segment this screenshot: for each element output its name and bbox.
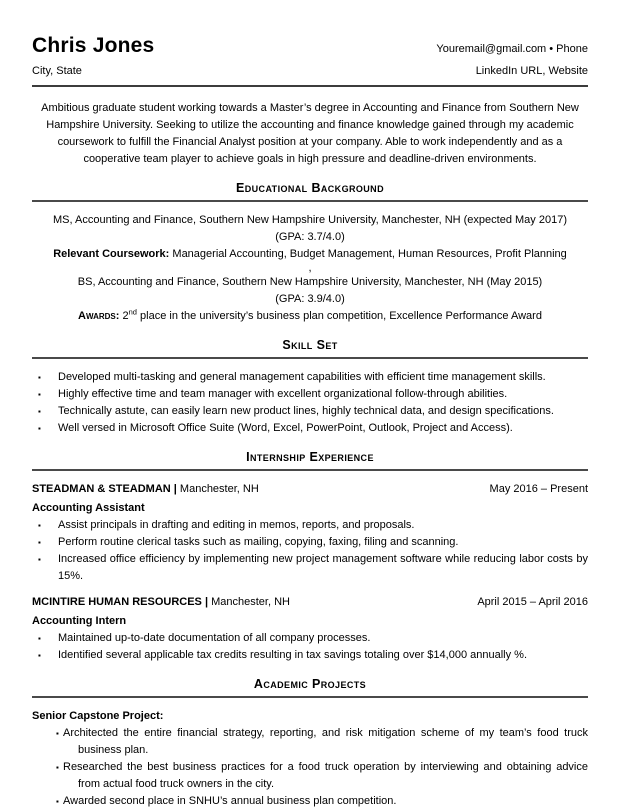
bullet-icon: ▪ xyxy=(38,555,41,564)
job-company-location xyxy=(32,481,259,498)
job-bullet xyxy=(32,534,588,551)
education-bs-gpa: (GPA: 3.9/4.0) xyxy=(275,293,345,305)
education-ms-gpa: (GPA: 3.7/4.0) xyxy=(275,231,345,243)
coursework-overflow-char: , xyxy=(308,262,312,274)
section-academic xyxy=(32,677,588,810)
coursework-text: Managerial Accounting, Budget Management, Human Resources, Profit Planning xyxy=(169,248,567,260)
bullet-icon: ▪ xyxy=(38,424,41,433)
header xyxy=(32,34,588,58)
project-bullet xyxy=(32,725,588,759)
header-row-2 xyxy=(32,63,588,80)
bullet-icon: ▪ xyxy=(38,634,41,643)
company-name: MCINTIRE HUMAN RESOURCES | xyxy=(32,596,209,608)
bullet-icon: ▪ xyxy=(38,651,41,660)
awards-ordinal-suffix: nd xyxy=(128,307,137,317)
company-name: STEADMAN & STEADMAN | xyxy=(32,483,177,495)
bullet-icon: ▪ xyxy=(56,763,59,772)
bullet-icon: ▪ xyxy=(38,407,41,416)
skill-text: Highly effective time and team manager with excellent organizational follow-through abilities. xyxy=(58,388,508,400)
job-role: Accounting Assistant xyxy=(32,502,145,514)
skill-item xyxy=(32,386,588,403)
summary-paragraph: Ambitious graduate student working towards a Master’s degree in Accounting and Finance from Southern New Hampshire University. Seeking to utilize the accounting and finance knowledge gained through my academic coursework to fulfill the Financial Analyst position at your company. Able to work independently and as a cooperative team player to achieve goals in high pressure and deadline-driven environments. xyxy=(41,102,579,165)
job-bullet-text: Increased office efficiency by implementing new project management software while reducing labor costs by 15%. xyxy=(58,553,588,582)
bullet-icon: ▪ xyxy=(56,797,59,806)
section-education xyxy=(32,181,588,325)
job-dates: April 2015 – April 2016 xyxy=(477,596,588,608)
job-bullet xyxy=(32,517,588,534)
job-bullet xyxy=(32,647,588,664)
awards-post: place in the university’s business plan competition, Excellence Performance Award xyxy=(136,310,542,322)
coursework-label: Relevant Coursework: xyxy=(53,248,170,260)
header-divider xyxy=(32,85,588,87)
education-awards-line xyxy=(32,308,588,325)
job-company-location xyxy=(32,594,290,611)
section-title-education: Educational Background xyxy=(32,181,588,202)
skill-text: Technically astute, can easily learn new product lines, highly technical data, and design specifications. xyxy=(58,405,554,417)
section-title-skills: Skill Set xyxy=(32,338,588,359)
skill-text: Well versed in Microsoft Office Suite (Word, Excel, PowerPoint, Outlook, Project and Access). xyxy=(58,422,513,434)
project-bullet-text: Architected the entire financial strategy, reporting, and risk mitigation scheme of my team’s food truck business plan. xyxy=(63,727,588,756)
job-dates: May 2016 – Present xyxy=(489,483,588,495)
company-location: Manchester, NH xyxy=(176,483,259,495)
company-location: Manchester, NH xyxy=(208,596,290,608)
job-bullet-text: Perform routine clerical tasks such as mailing, copying, faxing, filing and scanning. xyxy=(58,536,459,548)
skill-item xyxy=(32,420,588,437)
job-header xyxy=(32,481,588,498)
city-state: City, State xyxy=(32,65,82,77)
section-internship xyxy=(32,450,588,664)
job-bullet xyxy=(32,630,588,647)
awards-pre: 2 xyxy=(119,310,129,322)
section-title-academic: Academic Projects xyxy=(32,677,588,698)
section-skills xyxy=(32,338,588,437)
awards-label: Awards: xyxy=(78,310,120,322)
job-bullet-text: Assist principals in drafting and editing in memos, reports, and proposals. xyxy=(58,519,415,531)
email-phone: Youremail@gmail.com • Phone xyxy=(436,43,588,55)
project-bullet xyxy=(32,793,588,810)
person-name: Chris Jones xyxy=(32,34,155,57)
bullet-icon: ▪ xyxy=(38,390,41,399)
job-bullet-text: Maintained up-to-date documentation of all company processes. xyxy=(58,632,371,644)
bullet-icon: ▪ xyxy=(38,521,41,530)
skill-text: Developed multi-tasking and general management capabilities with efficient time management skills. xyxy=(58,371,546,383)
skill-item xyxy=(32,369,588,386)
section-title-internship: Internship Experience xyxy=(32,450,588,471)
bullet-icon: ▪ xyxy=(38,538,41,547)
project-bullet-text: Researched the best business practices for a food truck operation by interviewing and obtaining advice from actual food truck owners in the city. xyxy=(63,761,588,790)
job-bullet xyxy=(32,551,588,585)
project-bullet xyxy=(32,759,588,793)
job-role: Accounting Intern xyxy=(32,615,127,627)
job-header xyxy=(32,594,588,611)
bullet-icon: ▪ xyxy=(38,373,41,382)
project-title: Senior Capstone Project: xyxy=(32,710,164,722)
education-ms-line: MS, Accounting and Finance, Southern New Hampshire University, Manchester, NH (expected May 2017) xyxy=(53,214,567,226)
job-bullet-text: Identified several applicable tax credits resulting in tax savings totaling over $14,000 annually %. xyxy=(58,649,527,661)
bullet-icon: ▪ xyxy=(56,729,59,738)
project-bullet-text: Awarded second place in SNHU’s annual business plan competition. xyxy=(63,795,397,807)
education-bs-line: BS, Accounting and Finance, Southern New Hampshire University, Manchester, NH (May 2015) xyxy=(77,276,543,288)
linkedin-website: LinkedIn URL, Website xyxy=(475,65,588,77)
education-coursework-line xyxy=(32,246,588,263)
skill-item xyxy=(32,403,588,420)
